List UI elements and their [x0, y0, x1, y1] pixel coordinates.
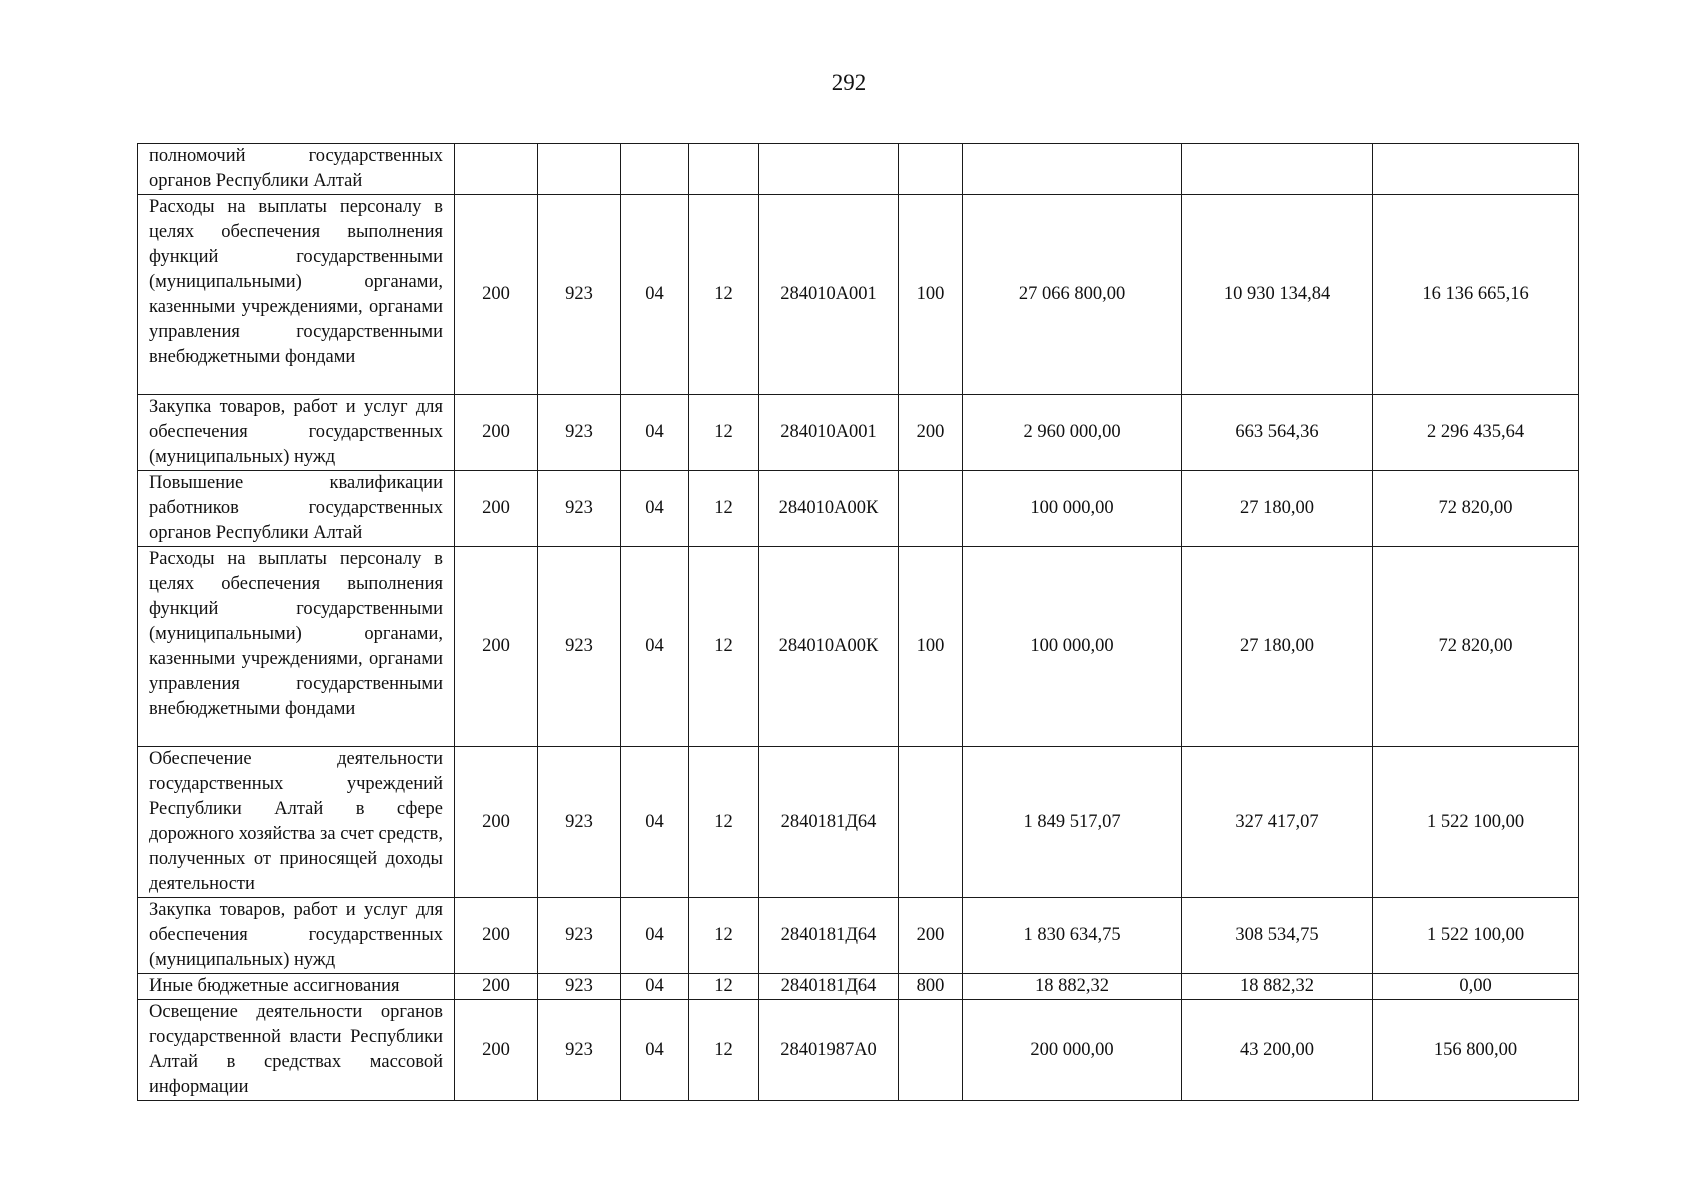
cell-target-article: 2840181Д64	[759, 747, 899, 898]
table-row	[138, 547, 1579, 747]
cell-code-200: 200	[455, 195, 538, 395]
cell-subsection: 12	[689, 1000, 759, 1101]
cell-ministry: 923	[538, 974, 621, 1000]
cell-expense-type	[899, 747, 963, 898]
budget-table	[137, 143, 1579, 1101]
cell-description: Расходы на выплаты персоналу в целях обеспечения выполнения функций государственными (муниципальными) органами, казенными учреждениями, органами управления государственными внебюджетными фондами	[138, 547, 455, 747]
cell-ministry: 923	[538, 1000, 621, 1101]
cell-planned-amount: 200 000,00	[963, 1000, 1182, 1101]
cell-ministry: 923	[538, 471, 621, 547]
cell-expense-type: 100	[899, 547, 963, 747]
cell-description: Иные бюджетные ассигнования	[138, 974, 455, 1000]
cell-code-200: 200	[455, 471, 538, 547]
cell-target-article: 2840181Д64	[759, 898, 899, 974]
cell-planned-amount: 100 000,00	[963, 547, 1182, 747]
cell-description: Повышение квалификации работников государственных органов Республики Алтай	[138, 471, 455, 547]
table-row	[138, 471, 1579, 547]
cell-section: 04	[621, 547, 689, 747]
cell-code-200: 200	[455, 974, 538, 1000]
cell-ministry: 923	[538, 747, 621, 898]
cell-code-200: 200	[455, 395, 538, 471]
cell-executed-amount: 43 200,00	[1182, 1000, 1373, 1101]
cell-subsection: 12	[689, 547, 759, 747]
cell-section: 04	[621, 747, 689, 898]
cell-section: 04	[621, 974, 689, 1000]
cell-executed-amount: 308 534,75	[1182, 898, 1373, 974]
cell-remaining-amount: 1 522 100,00	[1373, 898, 1579, 974]
cell-ministry: 923	[538, 395, 621, 471]
cell-section: 04	[621, 898, 689, 974]
cell-target-article: 284010А00К	[759, 547, 899, 747]
cell-subsection	[689, 144, 759, 195]
cell-section: 04	[621, 471, 689, 547]
cell-planned-amount: 100 000,00	[963, 471, 1182, 547]
cell-ministry: 923	[538, 195, 621, 395]
cell-description: Закупка товаров, работ и услуг для обеспечения государственных (муниципальных) нужд	[138, 395, 455, 471]
cell-target-article: 284010А001	[759, 195, 899, 395]
cell-ministry	[538, 144, 621, 195]
cell-expense-type: 200	[899, 395, 963, 471]
cell-planned-amount: 1 830 634,75	[963, 898, 1182, 974]
cell-remaining-amount: 0,00	[1373, 974, 1579, 1000]
cell-remaining-amount: 72 820,00	[1373, 471, 1579, 547]
cell-target-article	[759, 144, 899, 195]
cell-remaining-amount: 2 296 435,64	[1373, 395, 1579, 471]
table-row	[138, 395, 1579, 471]
cell-executed-amount	[1182, 144, 1373, 195]
cell-executed-amount: 27 180,00	[1182, 471, 1373, 547]
table-row	[138, 1000, 1579, 1101]
cell-remaining-amount: 156 800,00	[1373, 1000, 1579, 1101]
cell-section: 04	[621, 195, 689, 395]
cell-target-article: 2840181Д64	[759, 974, 899, 1000]
cell-expense-type	[899, 1000, 963, 1101]
table-row	[138, 144, 1579, 195]
cell-subsection: 12	[689, 395, 759, 471]
cell-planned-amount: 18 882,32	[963, 974, 1182, 1000]
page-number: 292	[831, 70, 867, 95]
cell-code-200: 200	[455, 898, 538, 974]
cell-description: Обеспечение деятельности государственных учреждений Республики Алтай в сфере дорожного хозяйства за счет средств, полученных от приносящей доходы деятельности	[138, 747, 455, 898]
table-row	[138, 974, 1579, 1000]
cell-description: Закупка товаров, работ и услуг для обеспечения государственных (муниципальных) нужд	[138, 898, 455, 974]
cell-executed-amount: 27 180,00	[1182, 547, 1373, 747]
cell-description: полномочий государственных органов Республики Алтай	[138, 144, 455, 195]
cell-code-200: 200	[455, 547, 538, 747]
cell-description: Освещение деятельности органов государственной власти Республики Алтай в средствах массовой информации	[138, 1000, 455, 1101]
cell-ministry: 923	[538, 898, 621, 974]
cell-expense-type	[899, 144, 963, 195]
cell-code-200: 200	[455, 1000, 538, 1101]
cell-remaining-amount	[1373, 144, 1579, 195]
cell-executed-amount: 10 930 134,84	[1182, 195, 1373, 395]
cell-code-200: 200	[455, 747, 538, 898]
table-row	[138, 898, 1579, 974]
cell-subsection: 12	[689, 974, 759, 1000]
cell-expense-type: 800	[899, 974, 963, 1000]
cell-remaining-amount: 16 136 665,16	[1373, 195, 1579, 395]
cell-expense-type	[899, 471, 963, 547]
cell-target-article: 284010А00К	[759, 471, 899, 547]
cell-executed-amount: 327 417,07	[1182, 747, 1373, 898]
cell-target-article: 28401987А0	[759, 1000, 899, 1101]
cell-code-200	[455, 144, 538, 195]
cell-remaining-amount: 72 820,00	[1373, 547, 1579, 747]
cell-subsection: 12	[689, 195, 759, 395]
cell-planned-amount: 2 960 000,00	[963, 395, 1182, 471]
cell-planned-amount: 1 849 517,07	[963, 747, 1182, 898]
cell-section: 04	[621, 395, 689, 471]
cell-subsection: 12	[689, 747, 759, 898]
table-row	[138, 195, 1579, 395]
cell-subsection: 12	[689, 471, 759, 547]
cell-section: 04	[621, 1000, 689, 1101]
cell-planned-amount: 27 066 800,00	[963, 195, 1182, 395]
cell-ministry: 923	[538, 547, 621, 747]
cell-remaining-amount: 1 522 100,00	[1373, 747, 1579, 898]
cell-executed-amount: 663 564,36	[1182, 395, 1373, 471]
table-row	[138, 747, 1579, 898]
cell-expense-type: 100	[899, 195, 963, 395]
cell-expense-type: 200	[899, 898, 963, 974]
cell-planned-amount	[963, 144, 1182, 195]
cell-subsection: 12	[689, 898, 759, 974]
cell-section	[621, 144, 689, 195]
cell-target-article: 284010А001	[759, 395, 899, 471]
cell-description: Расходы на выплаты персоналу в целях обеспечения выполнения функций государственными (муниципальными) органами, казенными учреждениями, органами управления государственными внебюджетными фондами	[138, 195, 455, 395]
cell-executed-amount: 18 882,32	[1182, 974, 1373, 1000]
